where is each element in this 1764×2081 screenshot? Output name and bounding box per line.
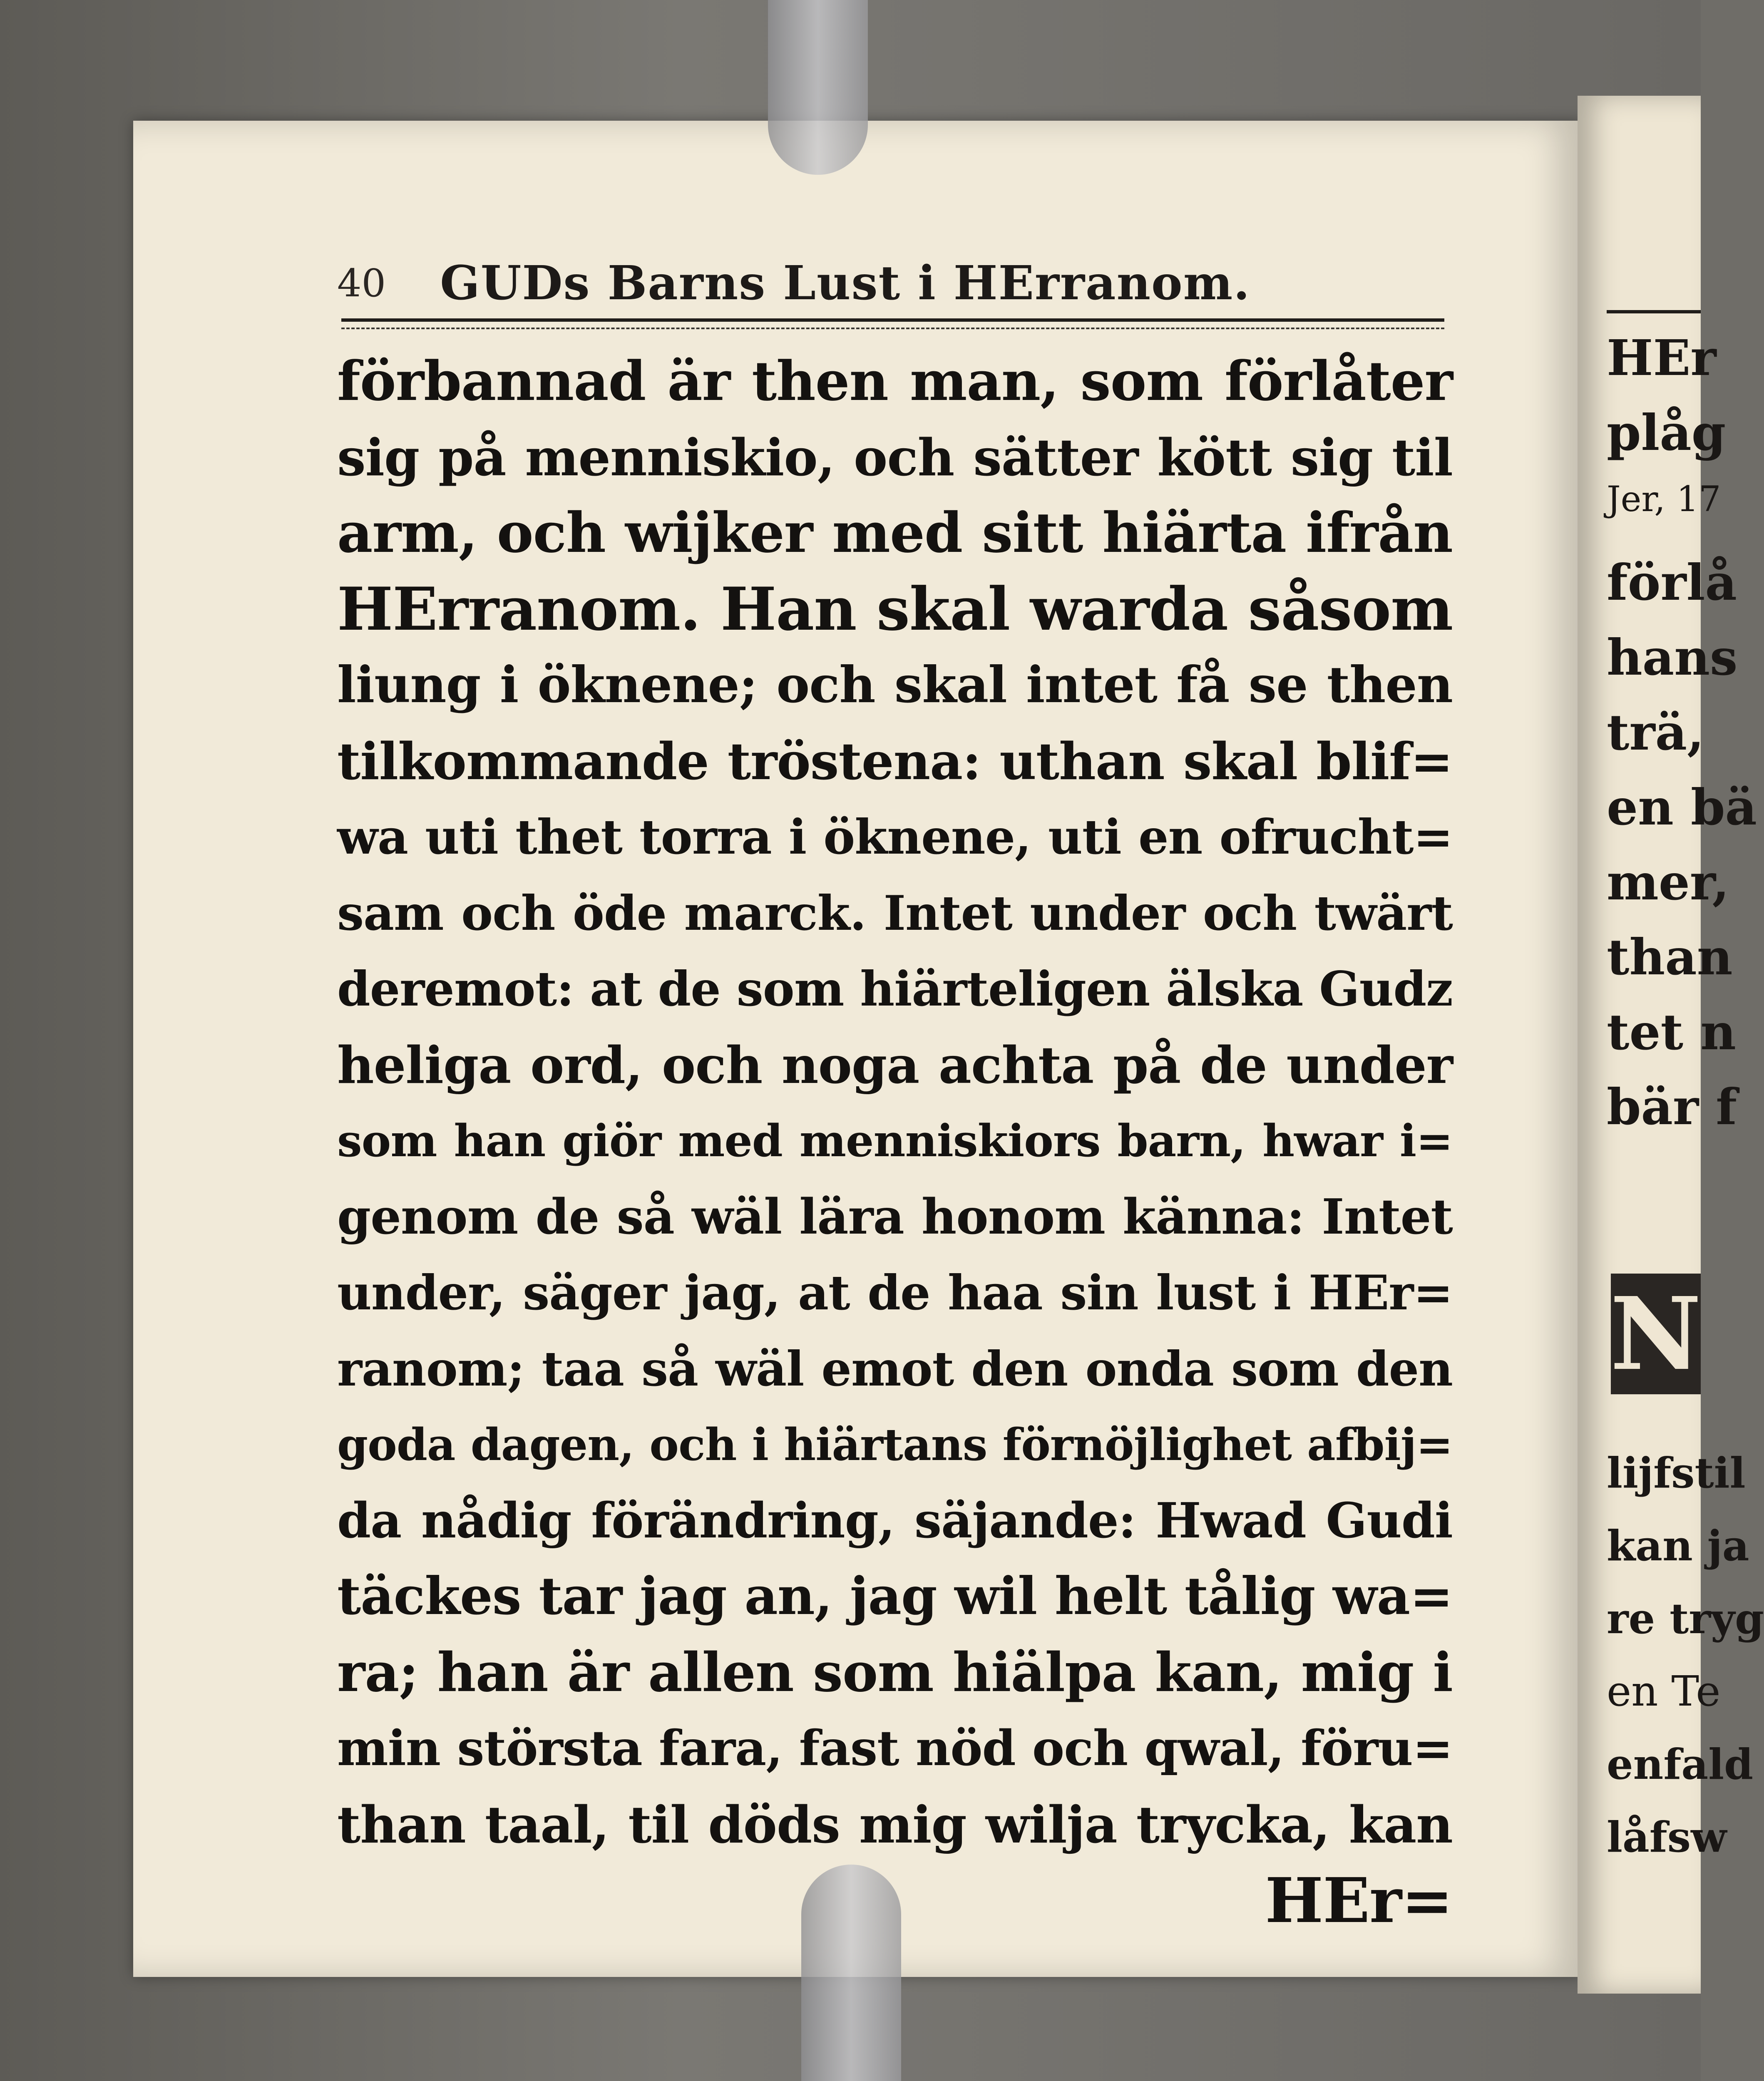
text-line: sam och öde marck. Intet under och twärt [337, 885, 1453, 941]
right-line: re tryg [1607, 1594, 1764, 1643]
text-line: than taal, til döds mig wilja trycka, kan [337, 1794, 1453, 1855]
text-line: HErranom. Han skal warda såsom [337, 574, 1453, 644]
right-line: förlå [1607, 554, 1737, 611]
text-line: goda dagen, och i hiärtans förnöjlighet afbij= [337, 1418, 1453, 1470]
right-line: mer, [1607, 853, 1729, 911]
text-line: deremot: at de som hiärteligen älska Gudz [337, 961, 1453, 1017]
drop-cap: N [1611, 1274, 1701, 1394]
right-page-rule [1607, 310, 1701, 313]
body-text [337, 343, 1453, 1939]
text-line: täckes tar jag an, jag wil helt tålig wa= [337, 1566, 1453, 1627]
text-line: arm, och wijker med sitt hiärta ifrån [337, 501, 1453, 565]
text-line: genom de så wäl lära honom känna: Intet [337, 1188, 1453, 1245]
text-line: wa uti thet torra i öknene, uti en ofrucht= [337, 809, 1453, 865]
text-line: som han giör med menniskiors barn, hwar i= [337, 1115, 1453, 1167]
text-line: förbannad är then man, som förlåter [337, 349, 1453, 413]
text-line: sig på menniskio, och sätter kött sig til [337, 427, 1453, 487]
right-line: Jer, 17 [1607, 479, 1721, 519]
text-line: liung i öknene; och skal intet få se then [337, 656, 1453, 714]
right-line: HEr [1607, 329, 1717, 387]
header-rule [341, 318, 1444, 329]
text-line: tilkommande tröstena: uthan skal blif= [337, 731, 1453, 791]
right-line: trä, [1607, 703, 1704, 761]
right-line: tet n [1607, 1003, 1736, 1061]
running-head: GUDs Barns Lust i HErranom. [440, 256, 1251, 310]
text-line: under, säger jag, at de haa sin lust i HEr= [337, 1265, 1453, 1321]
text-line: ranom; taa så wäl emot den onda som den [337, 1341, 1453, 1397]
right-line: lijfstil [1607, 1448, 1746, 1497]
right-page-text-top [1607, 329, 1757, 1153]
right-line: enfald [1607, 1740, 1754, 1789]
right-line: en bä [1607, 778, 1757, 836]
text-line: da nådig förändring, säjande: Hwad Gudi [337, 1492, 1453, 1549]
right-line: than [1607, 928, 1733, 986]
right-line: bär f [1607, 1078, 1737, 1136]
right-line: kan ja [1607, 1521, 1749, 1570]
right-page-text-bottom [1607, 1448, 1764, 1885]
page-header [337, 254, 1444, 312]
catchword: HEr= [1265, 1864, 1453, 1937]
top-page-clip [768, 0, 868, 175]
right-line: en Te [1607, 1667, 1721, 1716]
text-line: min största fara, fast nöd och qwal, föru= [337, 1720, 1453, 1777]
right-line: plåg [1607, 404, 1726, 462]
page-number: 40 [337, 261, 386, 305]
right-line: hans [1607, 628, 1738, 686]
text-line: heliga ord, och noga achta på de under [337, 1035, 1453, 1095]
text-line: ra; han är allen som hiälpa kan, mig i [337, 1641, 1453, 1704]
right-line: låfsw [1607, 1813, 1727, 1862]
